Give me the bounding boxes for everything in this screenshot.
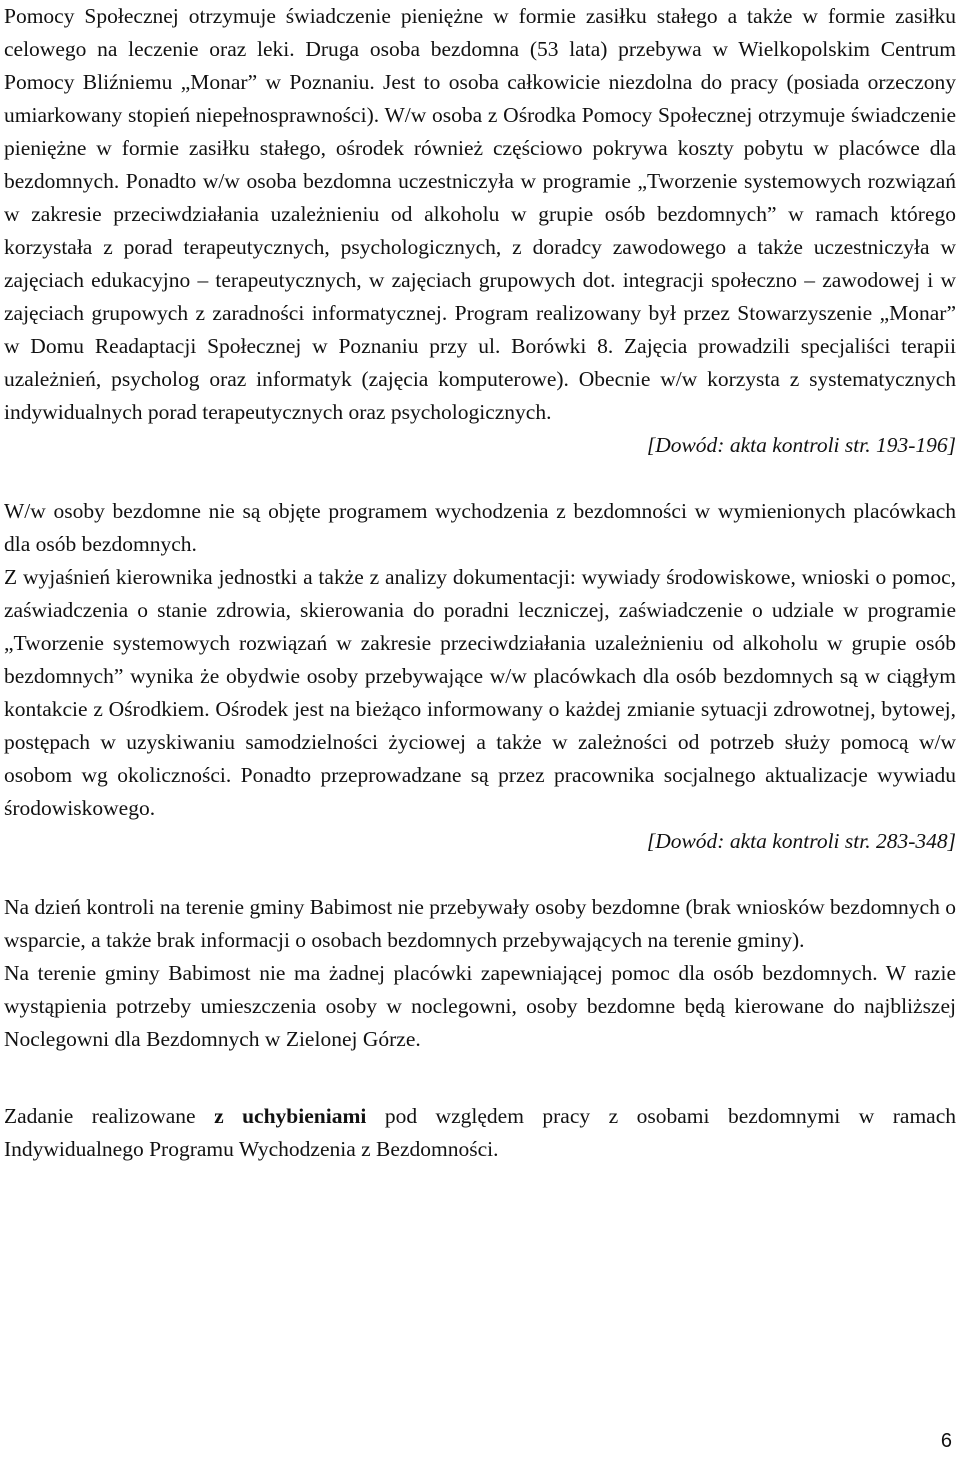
document-page [4, 0, 956, 1166]
evidence-citation-2: [Dowód: akta kontroli str. 283-348] [646, 829, 956, 853]
spacer [4, 1056, 956, 1100]
paragraph-homeless-persons: Pomocy Społecznej otrzymuje świadczenie pieniężne w formie zasiłku stałego a także w formie zasiłku celowego na leczenie oraz leki. Druga osoba bezdomna (53 lata) przebywa w Wielkopolskim Centrum Pomocy Bliźniemu „Monar” w Poznaniu. Jest to osoba całkowicie niezdolna do pracy (posiada orzeczony umiarkowany stopień niepełnosprawności). W/w osoba z Ośrodka Pomocy Społecznej otrzymuje świadczenie pieniężne w formie zasiłku stałego, ośrodek również częściowo pokrywa koszty pobytu w placówce dla bezdomnych. Ponadto w/w osoba bezdomna uczestniczyła w programie „Tworzenie systemowych rozwiązań w zakresie przeciwdziałania uzależnieniu od alkoholu w grupie osób bezdomnych” w ramach którego korzystała z porad terapeutycznych, psychologicznych, z doradcy zawodowego a także uczestniczyła w zajęciach edukacyjno – terapeutycznych, w zajęciach grupowych dot. integracji społeczno – zawodowej i w zajęciach grupowych z zaradności informatycznej. Program realizowany był przez Stowarzyszenie „Monar” w Domu Readaptacji Społecznej w Poznaniu przy ul. Borówki 8. Zajęcia prowadzili specjaliści terapii uzależnień, psycholog oraz informatyk (zajęcia komputerowe). Obecnie w/w korzysta z systematycznych indywidualnych porad terapeutycznych oraz psychologicznych. [4, 4, 956, 424]
paragraph-explanations: Z wyjaśnień kierownika jednostki a także z analizy dokumentacji: wywiady środowiskowe, wnioski o pomoc, zaświadczenia o stanie zdrowia, skierowania do poradni leczniczej, zaświadczenie o udziale w programie „Tworzenie systemowych rozwiązań w zakresie przeciwdziałania uzależnieniu od alkoholu w grupie osób bezdomnych” wynika że obydwie osoby przebywające w/w placówkach dla osób bezdomnych są w ciągłym kontakcie z Ośrodkiem. Ośrodek jest na bieżąco informowany o każdej zmianie sytuacji zdrowotnej, bytowej, postępach w uzyskiwaniu samodzielności życiowej a także w zależności od potrzeb służy pomocą w/w osobom wg okoliczności. Ponadto przeprowadzane są przez pracownika socjalnego aktualizacje wywiadu środowiskowego. [4, 565, 956, 820]
conclusion-verdict: z uchybieniami [214, 1104, 367, 1128]
spacer [4, 462, 956, 495]
paragraph-conclusion [4, 1100, 956, 1166]
conclusion-text-start: Zadanie realizowane [4, 1104, 215, 1128]
evidence-citation-1: [Dowód: akta kontroli str. 193-196] [646, 433, 956, 457]
paragraph-program-status: W/w osoby bezdomne nie są objęte programem wychodzenia z bezdomności w wymienionych placówkach dla osób bezdomnych. [4, 499, 956, 556]
paragraph-inspection-day: Na dzień kontroli na terenie gminy Babimost nie przebywały osoby bezdomne (brak wniosków bezdomnych o wsparcie, a także brak informacji o osobach bezdomnych przebywających na terenie gminy). [4, 895, 956, 952]
spacer [4, 858, 956, 891]
paragraph-no-facility: Na terenie gminy Babimost nie ma żadnej placówki zapewniającej pomoc dla osób bezdomnych. W razie wystąpienia potrzeby umieszczenia osoby w noclegowni, osoby bezdomne będą kierowane do najbliższej Noclegowni dla Bezdomnych w Zielonej Górze. [4, 961, 956, 1051]
conclusion-text-end: pod względem pracy z osobami bezdomnymi w ramach Indywidualnego Programu Wychodzenia z Bezdomności. [4, 1104, 956, 1161]
page-number: 6 [940, 1430, 952, 1452]
